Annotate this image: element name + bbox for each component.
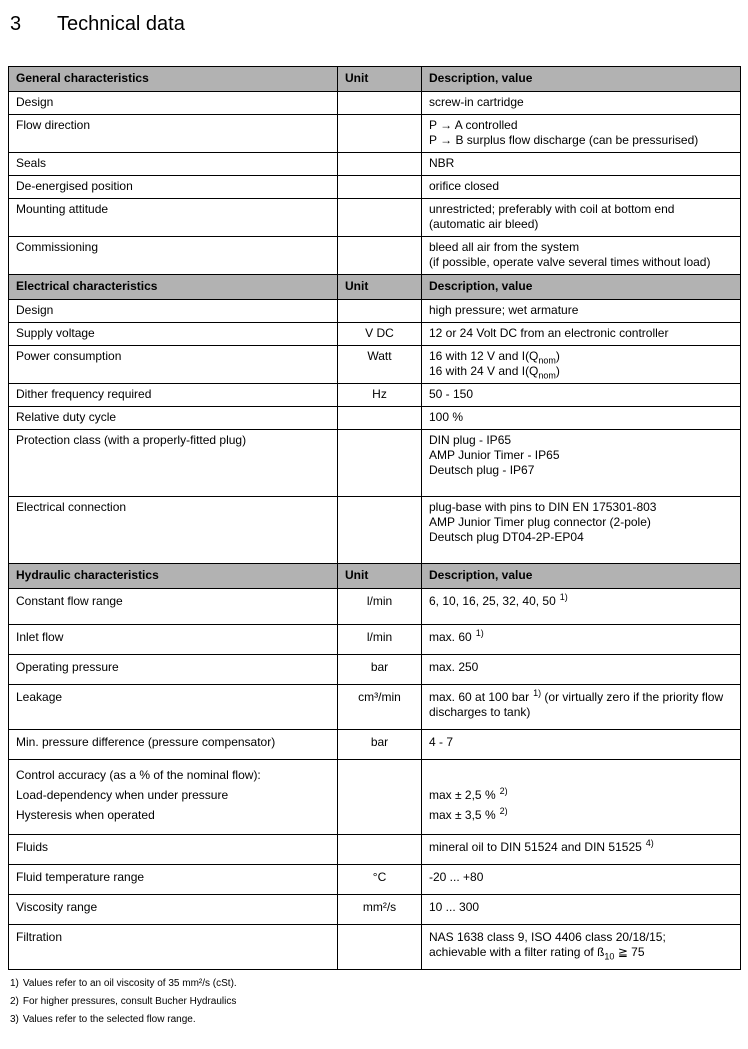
value-line: plug-base with pins to DIN EN 175301-803 xyxy=(429,500,657,514)
unit-cell: mm²/s xyxy=(338,895,422,925)
table-row xyxy=(9,430,741,497)
characteristic-name: Mounting attitude xyxy=(9,199,338,237)
value-text: (or virtually zero if the priority flow discharges to tank) xyxy=(429,690,724,719)
unit-cell: Hz xyxy=(338,384,422,407)
value-cell: 10 ... 300 xyxy=(422,895,741,925)
characteristic-name xyxy=(9,760,338,835)
section-title-hydraulic: Hydraulic characteristics xyxy=(9,564,338,589)
value-cell xyxy=(422,589,741,625)
value-cell: screw-in cartridge xyxy=(422,92,741,115)
unit-cell xyxy=(338,300,422,323)
page-title xyxy=(10,12,740,36)
value-cell xyxy=(422,497,741,564)
unit-cell: cm³/min xyxy=(338,685,422,730)
value-cell xyxy=(422,685,741,730)
characteristic-name: Fluids xyxy=(9,835,338,865)
characteristic-name: Commissioning xyxy=(9,237,338,275)
unit-cell xyxy=(338,760,422,835)
value-cell: -20 ... +80 xyxy=(422,865,741,895)
footnote-marker: 1) xyxy=(10,978,19,989)
footnote-ref: 1) xyxy=(475,628,484,638)
value-line: DIN plug - IP65 xyxy=(429,433,512,447)
unit-cell: Watt xyxy=(338,346,422,384)
value-cell: orifice closed xyxy=(422,176,741,199)
unit-cell xyxy=(338,176,422,199)
unit-cell: bar xyxy=(338,730,422,760)
unit-cell xyxy=(338,237,422,275)
unit-column-header: Unit xyxy=(338,275,422,300)
value-cell: 50 - 150 xyxy=(422,384,741,407)
name-line: Load-dependency when under pressure xyxy=(16,788,229,802)
value-line: (if possible, operate valve several times without load) xyxy=(429,255,711,269)
value-line: P → B surplus flow discharge (can be pressurised) xyxy=(429,133,699,147)
section-electrical xyxy=(9,275,741,564)
footnote-ref: 1) xyxy=(559,592,568,602)
footnote xyxy=(10,978,740,990)
value-text: ) xyxy=(555,364,560,378)
name-line: Control accuracy (as a % of the nominal flow): xyxy=(16,768,261,782)
table-row xyxy=(9,323,741,346)
characteristic-name: Design xyxy=(9,300,338,323)
table-row xyxy=(9,895,741,925)
value-cell xyxy=(422,925,741,970)
section-general xyxy=(9,67,741,275)
unit-cell: l/min xyxy=(338,589,422,625)
section-header-row xyxy=(9,67,741,92)
footnote xyxy=(10,1014,740,1026)
section-title-electrical: Electrical characteristics xyxy=(9,275,338,300)
characteristic-name: Leakage xyxy=(9,685,338,730)
value-cell xyxy=(422,237,741,275)
value-cell xyxy=(422,835,741,865)
footnote-marker: 3) xyxy=(10,1014,19,1025)
value-line xyxy=(429,349,733,364)
value-text: ≧ 75 xyxy=(614,945,645,959)
characteristic-name: Inlet flow xyxy=(9,625,338,655)
footnote xyxy=(10,996,740,1008)
table-row xyxy=(9,655,741,685)
unit-cell: V DC xyxy=(338,323,422,346)
value-text: achievable with a filter rating of ß xyxy=(429,945,605,959)
value-text: ) xyxy=(555,349,560,363)
footnote-text: Values refer to the selected flow range. xyxy=(22,1014,196,1025)
value-cell xyxy=(422,115,741,153)
unit-cell: °C xyxy=(338,865,422,895)
table-row xyxy=(9,237,741,275)
value-cell: max. 250 xyxy=(422,655,741,685)
table-row xyxy=(9,760,741,835)
characteristic-name: De-energised position xyxy=(9,176,338,199)
characteristic-name: Viscosity range xyxy=(9,895,338,925)
value-line: bleed all air from the system xyxy=(429,240,580,254)
value-cell: 100 % xyxy=(422,407,741,430)
value-cell: 12 or 24 Volt DC from an electronic controller xyxy=(422,323,741,346)
footnote-marker: 2) xyxy=(10,996,19,1007)
value-text: 6, 10, 16, 25, 32, 40, 50 xyxy=(429,594,556,608)
section-header-row xyxy=(9,564,741,589)
footnote-text: For higher pressures, consult Bucher Hydraulics xyxy=(22,996,237,1007)
unit-cell xyxy=(338,92,422,115)
footnotes xyxy=(10,978,740,1026)
table-row xyxy=(9,835,741,865)
unit-cell xyxy=(338,430,422,497)
value-text: max. 60 xyxy=(429,630,472,644)
footnote-ref: 2) xyxy=(499,806,508,816)
value-line: P → A controlled xyxy=(429,118,518,132)
table-row xyxy=(9,346,741,384)
value-text: max ± 3,5 % xyxy=(429,808,496,822)
characteristic-name: Constant flow range xyxy=(9,589,338,625)
value-cell: unrestricted; preferably with coil at bottom end (automatic air bleed) xyxy=(422,199,741,237)
characteristic-name: Min. pressure difference (pressure compensator) xyxy=(9,730,338,760)
value-cell: high pressure; wet armature xyxy=(422,300,741,323)
unit-cell: bar xyxy=(338,655,422,685)
unit-cell xyxy=(338,835,422,865)
characteristic-name: Filtration xyxy=(9,925,338,970)
unit-cell xyxy=(338,925,422,970)
value-text: 16 with 24 V and I(Q xyxy=(429,364,539,378)
unit-cell xyxy=(338,199,422,237)
table-row xyxy=(9,115,741,153)
value-line xyxy=(429,805,733,825)
subscript: 10 xyxy=(604,951,615,962)
value-line: Deutsch plug DT04-2P-EP04 xyxy=(429,530,584,544)
footnote-ref: 2) xyxy=(499,786,508,796)
name-line: Hysteresis when operated xyxy=(16,808,155,822)
characteristic-name: Seals xyxy=(9,153,338,176)
value-cell xyxy=(422,430,741,497)
unit-cell xyxy=(338,497,422,564)
value-line xyxy=(429,785,733,805)
characteristic-name: Power consumption xyxy=(9,346,338,384)
characteristic-name: Electrical connection xyxy=(9,497,338,564)
table-row xyxy=(9,153,741,176)
unit-column-header: Unit xyxy=(338,564,422,589)
table-row xyxy=(9,407,741,430)
value-cell xyxy=(422,346,741,384)
characteristic-name: Operating pressure xyxy=(9,655,338,685)
description-column-header: Description, value xyxy=(422,564,741,589)
characteristic-name: Protection class (with a properly-fitted plug) xyxy=(9,430,338,497)
value-text: 16 with 12 V and I(Q xyxy=(429,349,539,363)
value-cell: 4 - 7 xyxy=(422,730,741,760)
value-cell: NBR xyxy=(422,153,741,176)
footnote-ref: 4) xyxy=(645,838,654,848)
table-row xyxy=(9,497,741,564)
footnote-ref: 1) xyxy=(533,688,542,698)
table-row xyxy=(9,300,741,323)
value-text: mineral oil to DIN 51524 and DIN 51525 xyxy=(429,840,642,854)
unit-cell xyxy=(338,115,422,153)
subscript: nom xyxy=(538,355,556,366)
value-cell xyxy=(422,625,741,655)
unit-cell xyxy=(338,153,422,176)
value-line: AMP Junior Timer plug connector (2-pole) xyxy=(429,515,651,529)
characteristic-name: Dither frequency required xyxy=(9,384,338,407)
value-cell xyxy=(422,760,741,835)
description-column-header: Description, value xyxy=(422,67,741,92)
value-line: AMP Junior Timer - IP65 xyxy=(429,448,560,462)
unit-cell xyxy=(338,407,422,430)
characteristic-name: Design xyxy=(9,92,338,115)
table-row xyxy=(9,589,741,625)
table-row xyxy=(9,92,741,115)
table-row xyxy=(9,176,741,199)
value-text: max ± 2,5 % xyxy=(429,788,496,802)
table-row xyxy=(9,730,741,760)
table-row xyxy=(9,865,741,895)
section-hydraulic xyxy=(9,564,741,970)
section-number: 3 xyxy=(10,13,22,35)
table-row xyxy=(9,199,741,237)
section-title-general: General characteristics xyxy=(9,67,338,92)
page-title-text: Technical data xyxy=(57,13,185,35)
characteristic-name: Fluid temperature range xyxy=(9,865,338,895)
characteristic-name: Flow direction xyxy=(9,115,338,153)
technical-data-table xyxy=(8,66,741,970)
subscript: nom xyxy=(538,370,556,381)
table-row xyxy=(9,925,741,970)
value-line: NAS 1638 class 9, ISO 4406 class 20/18/15; xyxy=(429,930,666,944)
characteristic-name: Supply voltage xyxy=(9,323,338,346)
unit-cell: l/min xyxy=(338,625,422,655)
unit-column-header: Unit xyxy=(338,67,422,92)
value-line: Deutsch plug - IP67 xyxy=(429,463,535,477)
table-row xyxy=(9,685,741,730)
footnote-text: Values refer to an oil viscosity of 35 mm²/s (cSt). xyxy=(22,978,237,989)
value-text: max. 60 at 100 bar xyxy=(429,690,530,704)
description-column-header: Description, value xyxy=(422,275,741,300)
table-row xyxy=(9,625,741,655)
table-row xyxy=(9,384,741,407)
value-line xyxy=(429,364,733,379)
section-header-row xyxy=(9,275,741,300)
value-line xyxy=(429,945,733,960)
characteristic-name: Relative duty cycle xyxy=(9,407,338,430)
spacer xyxy=(429,765,733,785)
